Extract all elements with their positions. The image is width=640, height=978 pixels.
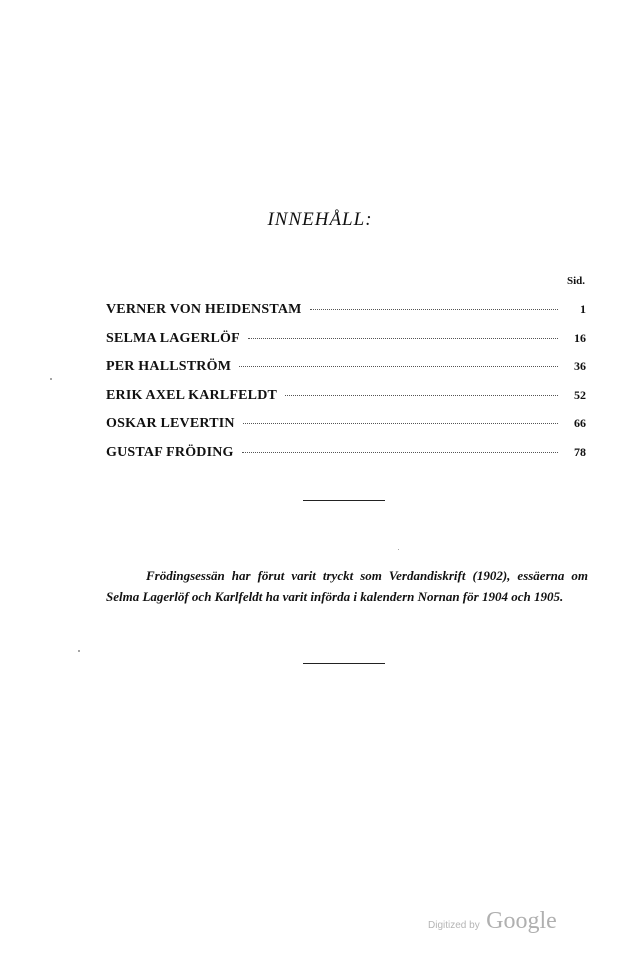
toc-entry-page: 1 — [580, 302, 586, 316]
toc-entry-levertin — [106, 416, 586, 445]
toc-entry-name: PER HALLSTRÖM — [106, 359, 232, 374]
toc-entry-lagerlof — [106, 331, 586, 360]
scan-speck — [50, 378, 52, 380]
publication-note: Frödingsessän har förut varit tryckt som Verdandiskrift (1902), essäerna om Selma Lagerlöf och Karlfeldt ha varit införda i kalendern Nornan för 1904 och 1905. — [106, 568, 588, 604]
section-divider — [303, 500, 385, 501]
watermark-prefix: Digitized by — [428, 920, 480, 931]
toc-entry-page: 78 — [574, 444, 586, 459]
toc-entry-page: 66 — [574, 416, 586, 430]
digitized-watermark — [428, 908, 557, 935]
toc-entry-name: OSKAR LEVERTIN — [106, 416, 235, 431]
toc-entry-name: VERNER VON HEIDENSTAM — [106, 302, 302, 317]
dot-leader — [310, 309, 558, 310]
table-of-contents — [106, 302, 586, 473]
scan-speck — [78, 650, 80, 652]
dot-leader — [239, 366, 558, 367]
toc-entry-name: SELMA LAGERLÖF — [106, 330, 240, 346]
page-title: INNEHÅLL: — [267, 209, 373, 230]
google-logo: Google — [486, 908, 557, 934]
dot-leader — [248, 338, 558, 339]
dot-leader — [242, 452, 558, 453]
dot-leader — [285, 395, 558, 396]
toc-entry-froding — [106, 445, 586, 474]
page-column-label: Sid. — [566, 275, 585, 287]
dot-leader — [243, 423, 558, 424]
toc-entry-heidenstam — [106, 302, 586, 331]
toc-entry-page: 16 — [574, 330, 586, 345]
scan-speck — [398, 549, 399, 550]
toc-entry-name: GUSTAF FRÖDING — [106, 444, 234, 460]
toc-entry-page: 52 — [574, 387, 586, 402]
toc-entry-name: ERIK AXEL KARLFELDT — [106, 387, 278, 403]
toc-entry-page: 36 — [574, 359, 586, 373]
toc-entry-hallstrom — [106, 359, 586, 388]
section-divider — [303, 663, 385, 664]
toc-entry-karlfeldt — [106, 388, 586, 417]
